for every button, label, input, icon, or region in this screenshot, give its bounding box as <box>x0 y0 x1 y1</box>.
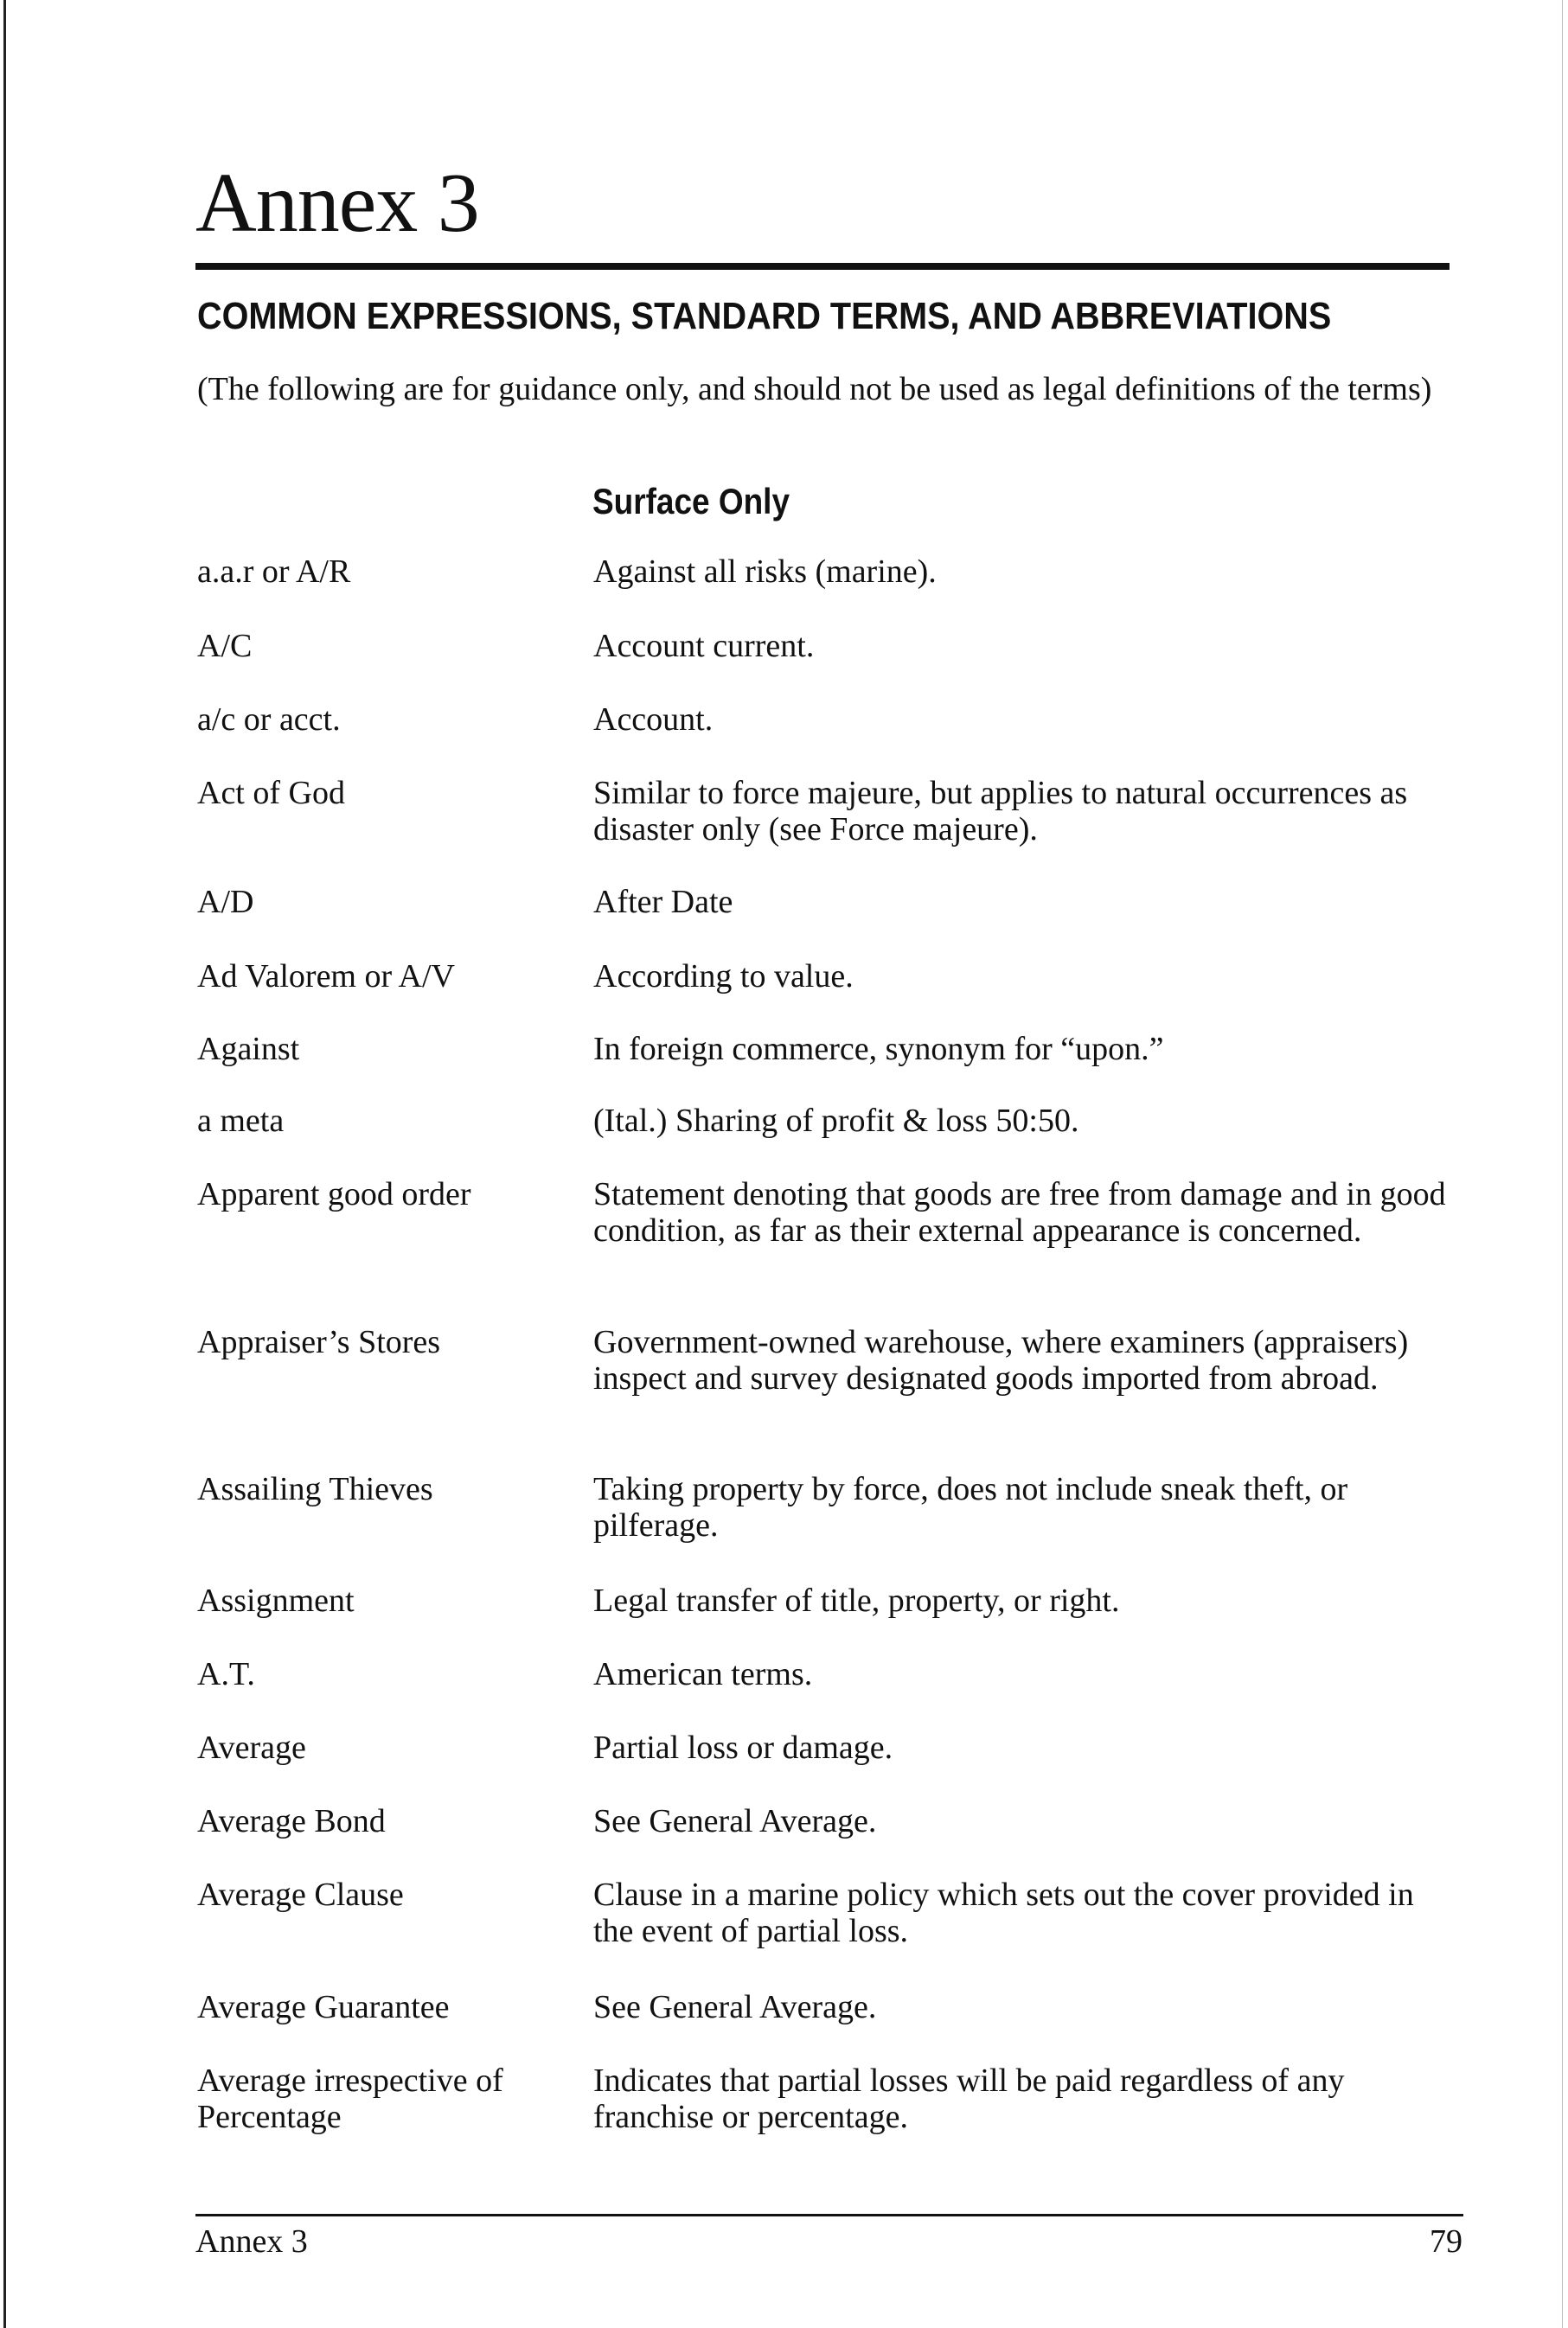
glossary-term: a/c or acct. <box>197 701 341 738</box>
glossary-term: Ad Valorem or A/V <box>197 958 455 995</box>
glossary-term: Average Guarantee <box>197 1989 450 2025</box>
title-rule <box>195 263 1450 270</box>
sub-heading: Surface Only <box>592 481 790 521</box>
glossary-term: Apparent good order <box>197 1176 471 1212</box>
glossary-term: A/C <box>197 628 253 664</box>
glossary-term: Average Clause <box>197 1877 404 1913</box>
glossary-term: Average Bond <box>197 1803 386 1839</box>
glossary-term: Against <box>197 1031 300 1067</box>
glossary-definition: Clause in a marine policy which sets out the cover provided in the event of partial loss. <box>593 1877 1414 1949</box>
glossary-definition: See General Average. <box>593 1803 877 1839</box>
glossary-definition: Partial loss or damage. <box>593 1730 893 1766</box>
glossary-term: Assailing Thieves <box>197 1471 433 1507</box>
glossary-definition: Against all risks (marine). <box>593 553 937 590</box>
glossary-definition: Similar to force majeure, but applies to natural occurrences as disaster only (see Force majeure). <box>593 775 1408 847</box>
footer-label: Annex 3 <box>195 2223 308 2260</box>
glossary-definition: Statement denoting that goods are free from damage and in good condition, as far as their external appearance is concerned. <box>593 1176 1446 1249</box>
glossary-definition: Indicates that partial losses will be paid regardless of any franchise or percentage. <box>593 2063 1345 2135</box>
glossary-term: Average irrespective of Percentage <box>197 2063 503 2135</box>
glossary-term: A/D <box>197 884 254 920</box>
section-heading: COMMON EXPRESSIONS, STANDARD TERMS, AND ABBREVIATIONS <box>197 295 1332 337</box>
annex-title: Annex 3 <box>195 157 479 250</box>
glossary-term: Act of God <box>197 775 345 811</box>
glossary-definition: Account current. <box>593 628 815 664</box>
page-number: 79 <box>1430 2223 1462 2260</box>
page-edge-right <box>1562 0 1563 2328</box>
glossary-definition: After Date <box>593 884 733 920</box>
glossary-definition: In foreign commerce, synonym for “upon.” <box>593 1031 1164 1067</box>
intro-note: (The following are for guidance only, and should not be used as legal definitions of the terms) <box>197 371 1432 407</box>
glossary-definition: See General Average. <box>593 1989 877 2025</box>
glossary-definition: American terms. <box>593 1656 813 1692</box>
glossary-term: Average <box>197 1730 306 1766</box>
glossary-definition: Taking property by force, does not include sneak theft, or pilferage. <box>593 1471 1348 1544</box>
glossary-term: A.T. <box>197 1656 255 1692</box>
glossary-definition: According to value. <box>593 958 854 995</box>
glossary-definition: (Ital.) Sharing of profit & loss 50:50. <box>593 1103 1079 1139</box>
glossary-term: Appraiser’s Stores <box>197 1324 441 1360</box>
glossary-definition: Legal transfer of title, property, or right. <box>593 1583 1120 1619</box>
page-edge-left <box>3 0 6 2328</box>
glossary-term: a meta <box>197 1103 285 1139</box>
glossary-term: a.a.r or A/R <box>197 553 351 590</box>
footer-rule <box>195 2214 1463 2216</box>
glossary-definition: Account. <box>593 701 714 738</box>
glossary-definition: Government-owned warehouse, where examiners (appraisers) inspect and survey designated goods imported from abroad. <box>593 1324 1409 1397</box>
glossary-term: Assignment <box>197 1583 355 1619</box>
